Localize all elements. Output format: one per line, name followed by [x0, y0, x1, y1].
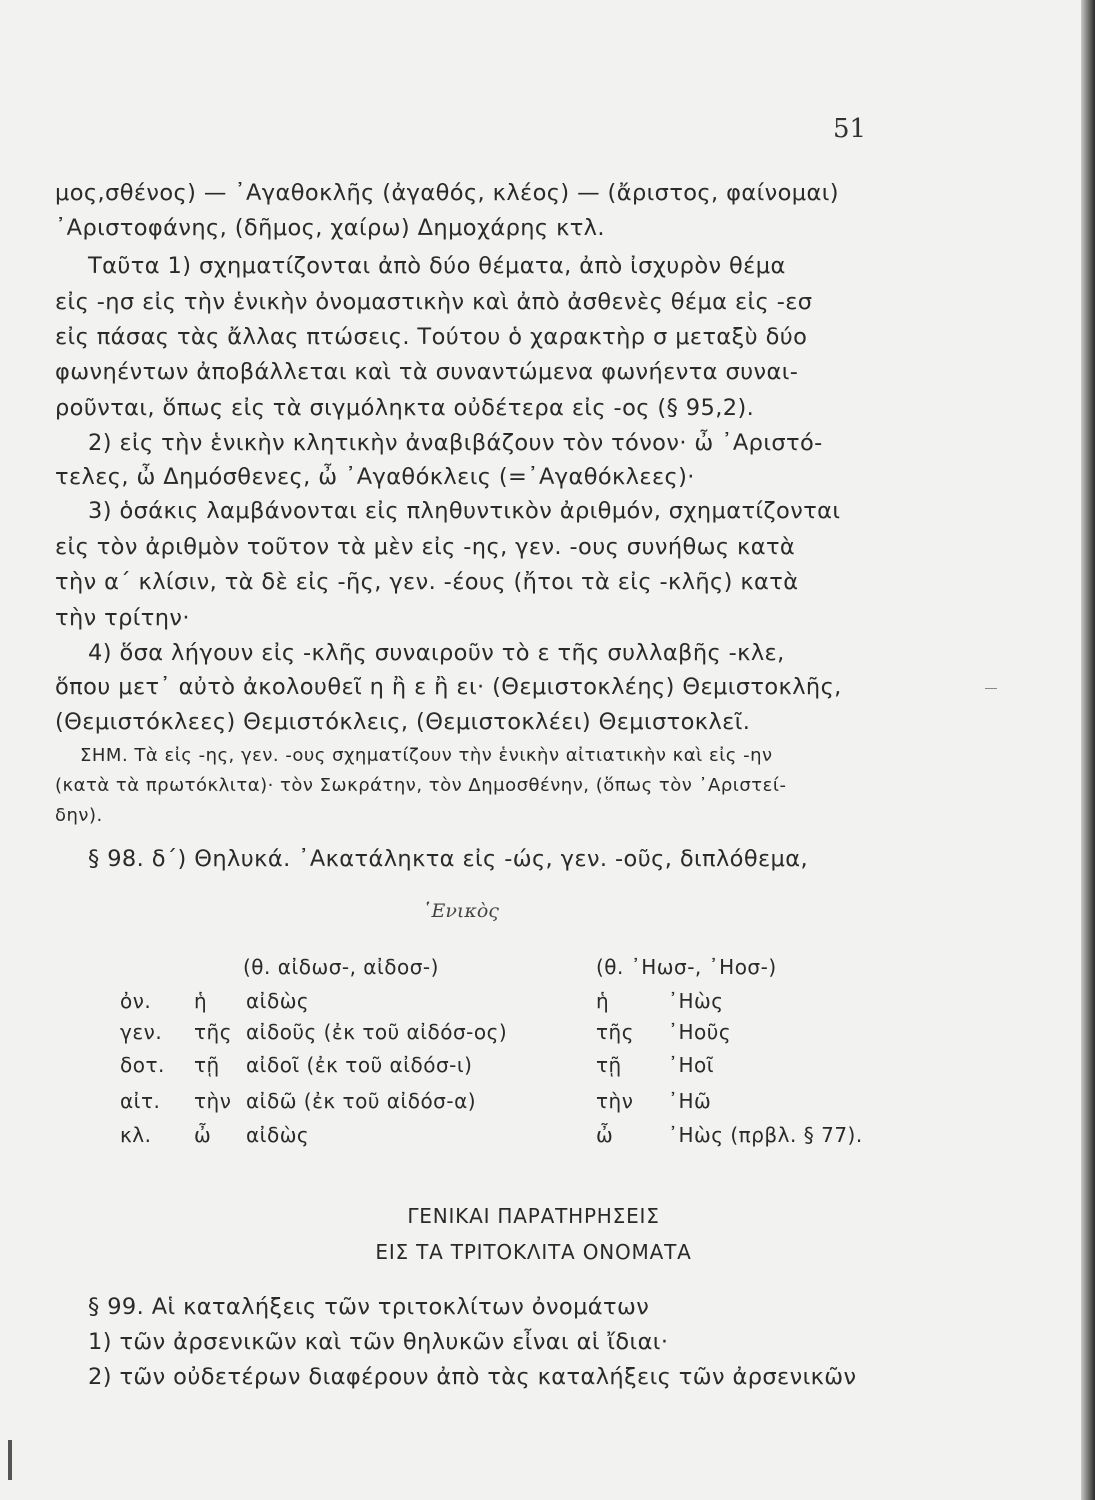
text-line: ᾿Αριστοφάνης, (δῆμος, χαίρω) Δημοχάρης κτλ. [55, 215, 605, 241]
note-line: ΣΗΜ. Τὰ εἰς -ης, γεν. -ους σχηματίζουν τὴν ἑνικὴν αἰτιατικὴν καὶ εἰς -ην [80, 745, 773, 766]
text-line: 2) τῶν οὐδετέρων διαφέρουν ἀπὸ τὰς καταλήξεις τῶν ἀρσενικῶν [88, 1364, 857, 1390]
text-line: 1) τῶν ἀρσενικῶν καὶ τῶν θηλυκῶν εἶναι αἱ ἴδιαι· [88, 1329, 669, 1355]
text-line: ροῦνται, ὅπως εἰς τὰ σιγμόληκτα οὐδέτερα εἰς -ος (§ 95,2). [55, 395, 755, 421]
case-label: δοτ. [120, 1053, 165, 1077]
text-line: 2) εἰς τὴν ἑνικὴν κλητικὴν ἀναβιβάζουν τὸν τόνον· ὦ ᾿Αριστό- [88, 430, 823, 456]
form: ᾿Ηοῦς [668, 1020, 732, 1044]
text-line: εἰς πάσας τὰς ἄλλας πτώσεις. Τούτου ὁ χαρακτὴρ σ μεταξὺ δύο [55, 324, 808, 350]
article: τὴν [194, 1089, 232, 1113]
text-line: Ταῦτα 1) σχηματίζονται ἀπὸ δύο θέματα, ἀπὸ ἰσχυρὸν θέμα [88, 253, 786, 279]
page-number: 51 [833, 114, 867, 144]
col-header-1: (θ. αἰδωσ-, αἰδοσ-) [243, 955, 439, 979]
text-line: 3) ὁσάκις λαμβάνονται εἰς πληθυντικὸν ἀριθμόν, σχηματίζονται [88, 498, 841, 524]
text-line: τὴν τρίτην· [55, 605, 190, 631]
article: τῆς [596, 1020, 634, 1044]
case-label: κλ. [120, 1123, 152, 1147]
form: ᾿Ηὼς [668, 989, 724, 1013]
form: αἰδὼς [246, 989, 310, 1013]
page-edge-shadow [1081, 0, 1095, 1500]
text-line: τὴν α΄ κλίσιν, τὰ δὲ εἰς -ῆς, γεν. -έους (ἤτοι τὰ εἰς -κλῆς) κατὰ [55, 569, 799, 595]
text-line: εἰς τὸν ἀριθμὸν τοῦτον τὰ μὲν εἰς -ης, γεν. -ους συνήθως κατὰ [55, 534, 796, 560]
article: τῇ [194, 1053, 220, 1077]
article: ἡ [596, 989, 610, 1013]
table-heading: ῾Ενικὸς [422, 900, 499, 922]
section-99: § 99. Αἱ καταλήξεις τῶν τριτοκλίτων ὀνομάτων [88, 1294, 650, 1320]
text-line: (Θεμιστόκλεες) Θεμιστόκλεις, (Θεμιστοκλέει) Θεμιστοκλεῖ. [55, 709, 751, 735]
form: αἰδοῖ (ἐκ τοῦ αἰδόσ-ι) [246, 1053, 473, 1077]
article: τὴν [596, 1089, 634, 1113]
col-header-2: (θ. ᾿Ηωσ-, ᾿Ηοσ-) [596, 955, 777, 979]
article: τῇ [596, 1053, 622, 1077]
text-line: φωνηέντων ἀποβάλλεται καὶ τὰ συναντώμενα φωνήεντα συναι- [55, 359, 799, 385]
text-line: 4) ὅσα λήγουν εἰς -κλῆς συναιροῦν τὸ ε τῆς συλλαβῆς -κλε, [88, 640, 785, 666]
article: ἡ [194, 989, 208, 1013]
form: ᾿Ηοῖ [668, 1053, 715, 1077]
form: αἰδῶ (ἐκ τοῦ αἰδόσ-α) [246, 1089, 477, 1113]
scan-mark [8, 1440, 12, 1480]
section-subtitle: ΕΙΣ ΤΑ ΤΡΙΤΟΚΛΙΤΑ ΟΝΟΜΑΤΑ [375, 1240, 692, 1264]
form: αἰδοῦς (ἐκ τοῦ αἰδόσ-ος) [246, 1020, 508, 1044]
form: ᾿Ηῶ [668, 1089, 712, 1113]
section-title: ΓΕΝΙΚΑΙ ΠΑΡΑΤΗΡΗΣΕΙΣ [407, 1204, 660, 1228]
form: αἰδὼς [246, 1123, 310, 1147]
text-line: μος,σθένος) — ᾿Αγαθοκλῆς (ἀγαθός, κλέος) — (ἄριστος, φαίνομαι) [55, 180, 839, 206]
text-line: εἰς -ησ εἰς τὴν ἑνικὴν ὀνομαστικὴν καὶ ἀπὸ ἀσθενὲς θέμα εἰς -εσ [55, 289, 813, 315]
case-label: ὀν. [120, 989, 152, 1013]
margin-dash [985, 688, 997, 689]
article: ὦ [194, 1123, 212, 1147]
form: ᾿Ηὼς (πρβλ. § 77). [668, 1123, 863, 1147]
article: ὦ [596, 1123, 614, 1147]
text-line: ὅπου μετ᾿ αὐτὸ ἀκολουθεῖ η ἢ ε ἢ ει· (Θεμιστοκλέης) Θεμιστοκλῆς, [55, 674, 842, 700]
text-line: τελες, ὦ Δημόσθενες, ὦ ᾿Αγαθόκλεις (=᾿Αγαθόκλεες)· [55, 464, 695, 490]
case-label: γεν. [120, 1020, 163, 1044]
note-line: δην). [55, 805, 103, 826]
article: τῆς [194, 1020, 232, 1044]
note-line: (κατὰ τὰ πρωτόκλιτα)· τὸν Σωκράτην, τὸν Δημοσθένην, (ὅπως τὸν ᾿Αριστεί- [55, 775, 787, 796]
section-98: § 98. δ΄) Θηλυκά. ᾿Ακατάληκτα εἰς -ώς, γεν. -οῦς, διπλόθεμα, [88, 846, 809, 872]
case-label: αἰτ. [120, 1089, 161, 1113]
